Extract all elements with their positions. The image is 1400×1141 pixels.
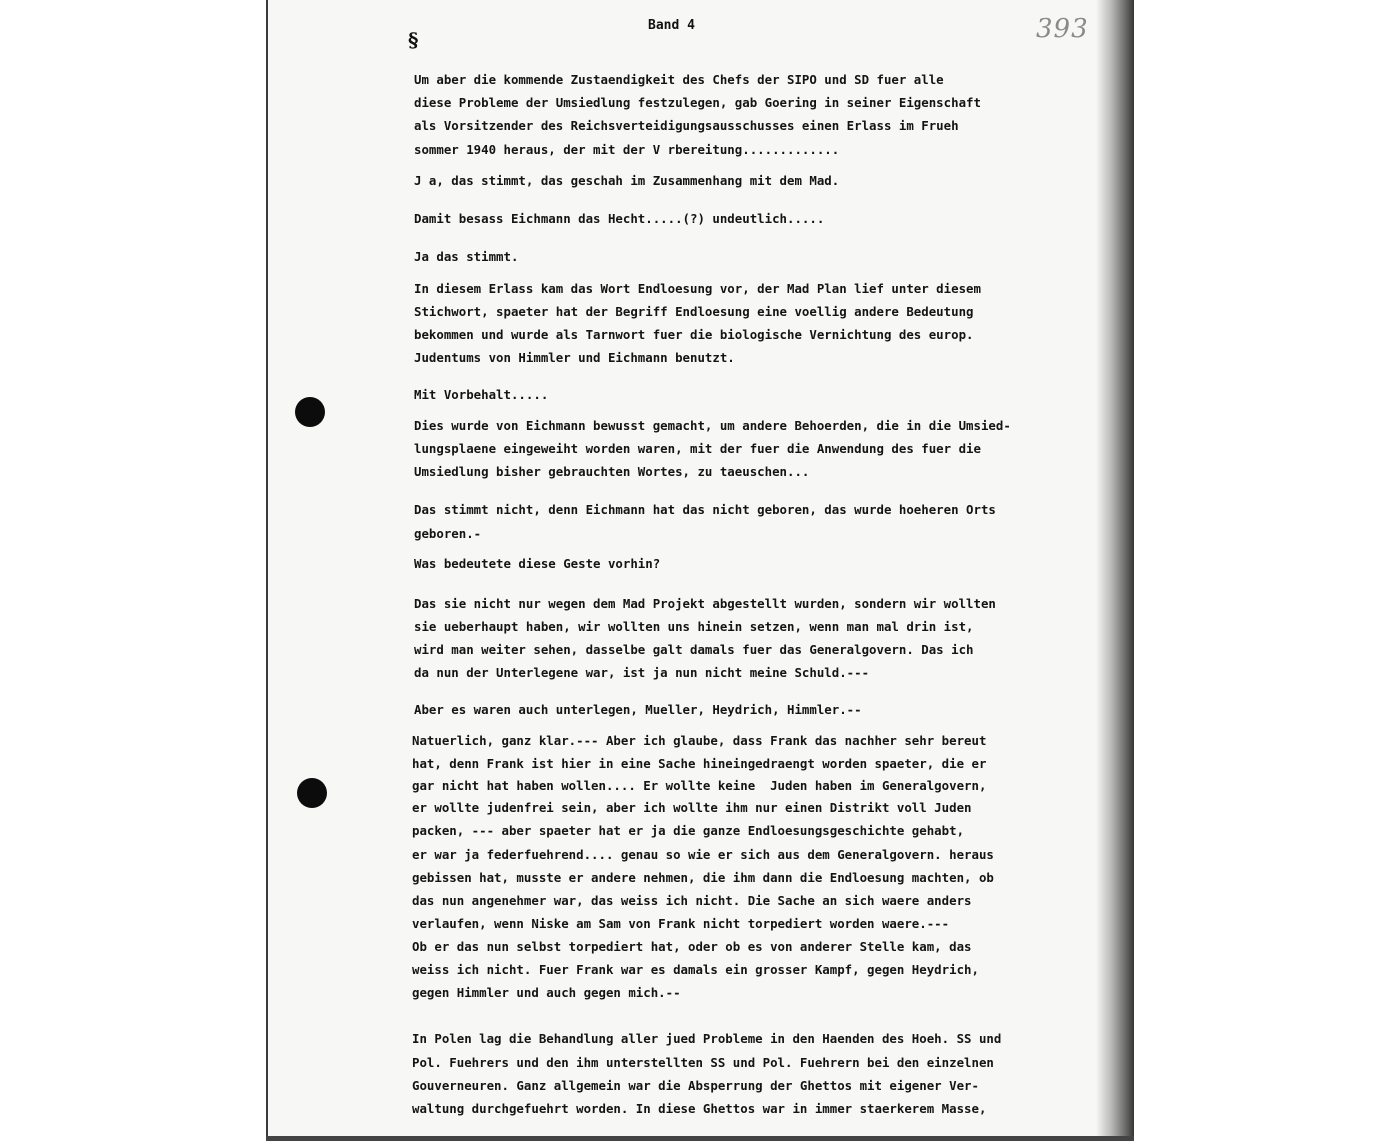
text-line: Mit Vorbehalt..... bbox=[414, 387, 549, 402]
text-line: weiss ich nicht. Fuer Frank war es damals ein grosser Kampf, gegen Heydrich, bbox=[412, 962, 979, 977]
page-number: 393 bbox=[1036, 14, 1089, 44]
text-line: Dies wurde von Eichmann bewusst gemacht, um andere Behoerden, die in die Umsied- bbox=[414, 418, 1011, 433]
text-line: sommer 1940 heraus, der mit der V rbereitung............. bbox=[414, 142, 840, 157]
text-line: Um aber die kommende Zustaendigkeit des Chefs der SIPO und SD fuer alle bbox=[414, 72, 944, 87]
text-line: sie ueberhaupt haben, wir wollten uns hinein setzen, wenn man mal drin ist, bbox=[414, 619, 974, 634]
text-line: gegen Himmler und auch gegen mich.-- bbox=[412, 985, 681, 1000]
punch-hole-upper bbox=[295, 397, 325, 427]
text-line: lungsplaene eingeweiht worden waren, mit der fuer die Anwendung des fuer die bbox=[414, 441, 981, 456]
text-line: gar nicht hat haben wollen.... Er wollte keine Juden haben im Generalgovern, bbox=[412, 778, 987, 793]
text-line: da nun der Unterlegene war, ist ja nun nicht meine Schuld.--- bbox=[414, 665, 870, 680]
text-line: packen, --- aber spaeter hat er ja die ganze Endloesungsgeschichte gehabt, bbox=[412, 823, 965, 838]
sheet-bottom-edge bbox=[266, 1136, 1134, 1141]
section-mark: § bbox=[408, 28, 419, 52]
text-line: bekommen und wurde als Tarnwort fuer die biologische Vernichtung des europ. bbox=[414, 327, 974, 342]
text-line: Das stimmt nicht, denn Eichmann hat das nicht geboren, das wurde hoeheren Orts bbox=[414, 502, 996, 517]
text-line: als Vorsitzender des Reichsverteidigungsausschusses einen Erlass im Frueh bbox=[414, 118, 959, 133]
text-line: Aber es waren auch unterlegen, Mueller, Heydrich, Himmler.-- bbox=[414, 702, 862, 717]
sheet-binding-shadow bbox=[1096, 0, 1134, 1141]
text-line: geboren.- bbox=[414, 526, 482, 541]
text-line: er war ja federfuehrend.... genau so wie er sich aus dem Generalgovern. heraus bbox=[412, 847, 994, 862]
text-line: wird man weiter sehen, dasselbe galt damals fuer das Generalgovern. Das ich bbox=[414, 642, 974, 657]
text-line: Damit besass Eichmann das Hecht.....(?) undeutlich..... bbox=[414, 211, 825, 226]
text-line: gebissen hat, musste er andere nehmen, die ihm dann die Endloesung machten, ob bbox=[412, 870, 994, 885]
text-line: das nun angenehmer war, das weiss ich nicht. Die Sache an sich waere anders bbox=[412, 893, 972, 908]
text-line: diese Probleme der Umsiedlung festzulegen, gab Goering in seiner Eigenschaft bbox=[414, 95, 981, 110]
text-line: Das sie nicht nur wegen dem Mad Projekt abgestellt wurden, sondern wir wollten bbox=[414, 596, 996, 611]
text-line: hat, denn Frank ist hier in eine Sache hineingedraengt worden spaeter, die er bbox=[412, 756, 987, 771]
text-line: In diesem Erlass kam das Wort Endloesung vor, der Mad Plan lief unter diesem bbox=[414, 281, 981, 296]
text-line: J a, das stimmt, das geschah im Zusammenhang mit dem Mad. bbox=[414, 173, 840, 188]
text-line: Ob er das nun selbst torpediert hat, oder ob es von anderer Stelle kam, das bbox=[412, 939, 972, 954]
text-line: Gouverneuren. Ganz allgemein war die Absperrung der Ghettos mit eigener Ver- bbox=[412, 1078, 979, 1093]
text-line: er wollte judenfrei sein, aber ich wollte ihm nur einen Distrikt voll Juden bbox=[412, 800, 972, 815]
text-line: Judentums von Himmler und Eichmann benutzt. bbox=[414, 350, 735, 365]
text-line: Was bedeutete diese Geste vorhin? bbox=[414, 556, 661, 571]
text-line: Ja das stimmt. bbox=[414, 249, 519, 264]
text-line: Natuerlich, ganz klar.--- Aber ich glaube, dass Frank das nachher sehr bereut bbox=[412, 733, 987, 748]
text-line: Umsiedlung bisher gebrauchten Wortes, zu taeuschen... bbox=[414, 464, 810, 479]
punch-hole-lower bbox=[297, 778, 327, 808]
text-line: Pol. Fuehrers und den ihm unterstellten SS und Pol. Fuehrern bei den einzelnen bbox=[412, 1055, 994, 1070]
text-line: verlaufen, wenn Niske am Sam von Frank nicht torpediert worden waere.--- bbox=[412, 916, 950, 931]
volume-header: Band 4 bbox=[648, 18, 695, 33]
text-line: Stichwort, spaeter hat der Begriff Endloesung eine voellig andere Bedeutung bbox=[414, 304, 974, 319]
text-line: waltung durchgefuehrt worden. In diese Ghettos war in immer staerkerem Masse, bbox=[412, 1101, 987, 1116]
text-line: In Polen lag die Behandlung aller jued Probleme in den Haenden des Hoeh. SS und bbox=[412, 1031, 1002, 1046]
